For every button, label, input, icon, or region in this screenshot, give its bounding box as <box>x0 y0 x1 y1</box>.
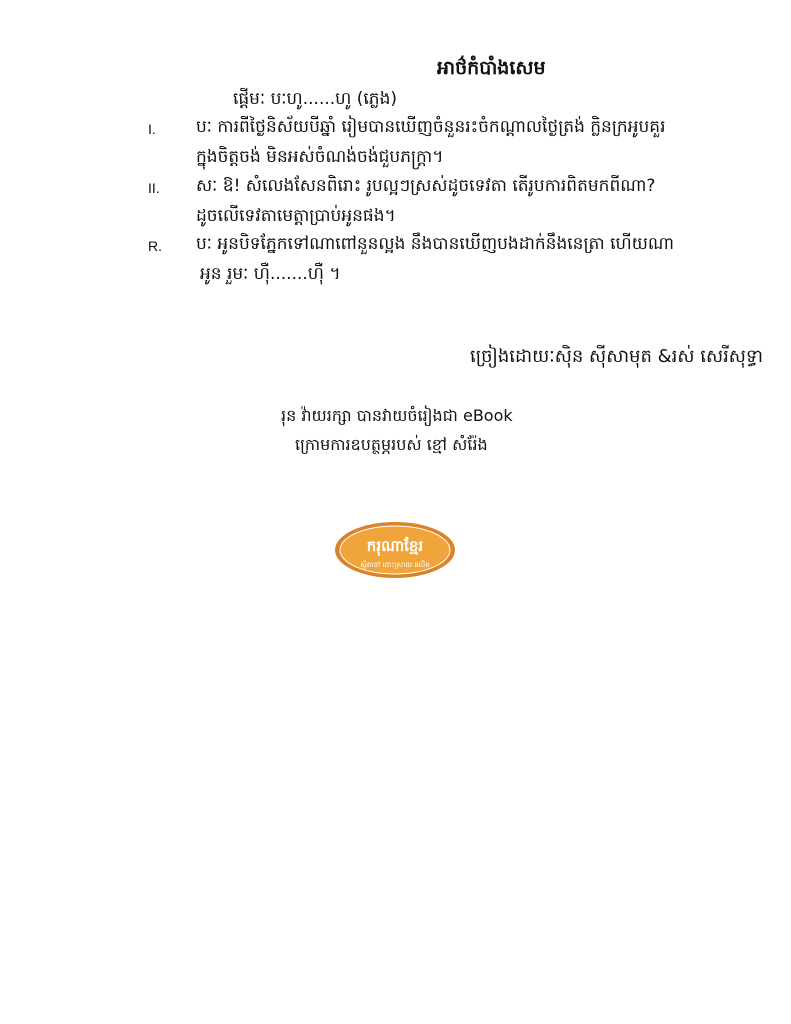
song-intro: ផ្ដើមៈ បៈហូ......ហូ (ភ្លេង) <box>233 89 397 109</box>
ebook-credit: រុន វ៉ាយរក្សា បានវាយចំរៀងជា eBook <box>281 406 513 425</box>
verse-marker-2: II. <box>148 180 160 196</box>
verse-2-line-2: ដូចលើទេវតាមេត្តាប្រាប់អូនផង។ <box>196 206 396 226</box>
verse-marker-refrain: R. <box>148 238 162 254</box>
singers-credit: ច្រៀងដោយៈស៊ិន ស៊ីសាមុត &រស់ សេរីសុទ្ធា <box>470 346 764 367</box>
refrain-line-1: បៈ អូនបិទភ្នែកទៅណាពៅនួនល្អង នឹងបានឃើញបងដាក់នឹងនេត្រា ហើយណា <box>196 234 675 254</box>
verse-1-line-1: បៈ ការពីថ្ងៃនិស័យបីឆ្នាំ រៀមបានឃើញចំនួនរះចំកណ្ដាលថ្ងៃត្រង់ ក្លិនក្រអូបគួរ <box>196 117 666 137</box>
karuna-khmer-logo <box>334 521 456 579</box>
verse-1-line-2: ក្នុងចិត្តចង់ មិនអស់ចំណង់ចង់ជួបភក្ត្រា។ <box>196 147 444 167</box>
song-title: អាថ៌កំបាំងសេម <box>437 57 546 79</box>
sponsor-credit: ក្រោមការឧបត្ថម្ភរបស់ ខ្មៅ សំរ៉ែង <box>295 435 488 454</box>
verse-marker-1: I. <box>148 121 156 137</box>
verse-2-line-1: សៈ ឱ! សំលេងសែនពិរោះ រូបល្អៗស្រស់ដូចទេវតា តើរូបការពិតមកពីណា? <box>196 176 656 196</box>
logo-main-text: ករុណាខ្មែរ <box>366 537 424 555</box>
refrain-line-2: អូន រួមៈ ហ៊ឺ.......ហ៊ឺ ។ <box>200 264 341 284</box>
logo-sub-text: ស្ថិតនៅ ដោះស្រាយ ផលិត <box>360 561 430 569</box>
